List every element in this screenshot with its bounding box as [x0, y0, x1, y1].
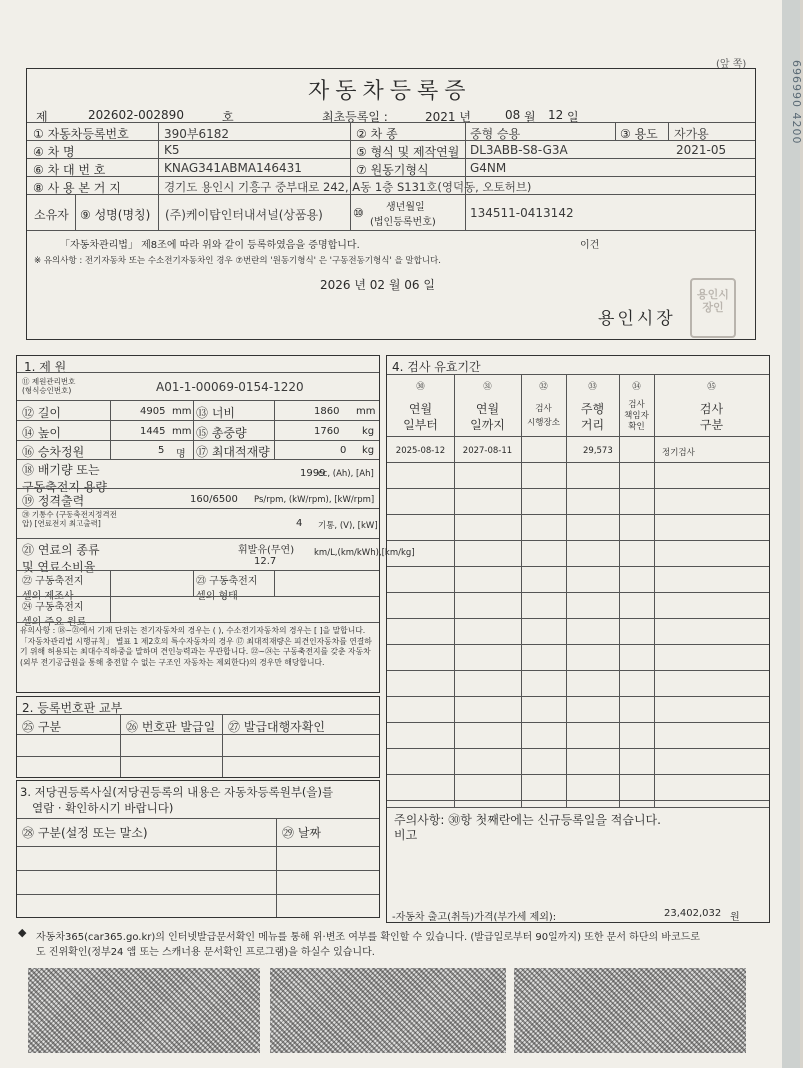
insp-h3-num: ㉜: [539, 382, 548, 392]
owner-name: (주)케이탑인터내셔널(상품용): [165, 208, 323, 222]
power-unit: Ps/rpm, (kW/rpm), [kW/rpm]: [254, 495, 375, 505]
use-value: 자가용: [674, 127, 709, 141]
address: 경기도 용인시 기흥구 중부대로 242, A동 1층 S131호(영덕동, 오토허브): [164, 180, 532, 194]
cert-no-label: 제: [36, 110, 48, 124]
verification-barcode-2: [270, 968, 506, 1053]
address-label: ⑧ 사 용 본 거 지: [33, 181, 121, 195]
fuel-type: 휘발유(무연): [238, 545, 295, 556]
first-reg-year: 2021 년: [425, 110, 471, 124]
day-label: 일: [567, 110, 579, 124]
inspection-row-line: [387, 618, 769, 619]
weight-label: ⑮ 총중량: [196, 426, 247, 440]
owner-label: 소유자: [34, 208, 69, 222]
plate-col-agent: ㉗ 발급대행자확인: [228, 720, 325, 734]
verification-barcode-3: [514, 968, 746, 1053]
price-label: -자동차 출고(취득)가격(부가세 제외):: [392, 912, 557, 923]
length-unit: mm: [172, 406, 192, 417]
cell-material-label: ㉔ 구동축전지 셀의 주요 원료: [22, 602, 87, 628]
seats-label: ⑯ 승차정원: [22, 445, 85, 459]
insp-h3-a: 검사: [535, 404, 552, 414]
insp-h5-num: ㉞: [632, 382, 641, 392]
inspection-row-line: [387, 488, 769, 489]
lien-col-kind: ㉘ 구분(설정 또는 말소): [22, 826, 148, 840]
inspection-row-line: [387, 670, 769, 671]
inspection-box: [386, 355, 770, 923]
insp-h2-b: 일까지: [470, 418, 505, 432]
footer-line-2: 도 진위확인(정부24 앱 또는 스캐너용 문서확인 프로그램)을 하실수 있습니다.: [36, 947, 375, 958]
seats-unit: 명: [176, 449, 186, 460]
inspection-row-line: [387, 800, 769, 801]
footer-line-1: 자동차365(car365.go.kr)의 인터넷발급문서확인 메뉴를 통해 위·변조 여부를 확인할 수 있습니다. (발급일로부터 90일까지) 또한 문서 하단의 바코드로: [36, 932, 700, 943]
insp-h6-b: 구분: [699, 418, 724, 432]
inspection-row-line: [387, 644, 769, 645]
height: 1445: [140, 426, 166, 437]
corp-no: 134511-0413142: [470, 206, 574, 220]
car-name: K5: [164, 143, 180, 157]
background-page-edge: [782, 0, 800, 1068]
price-unit: 원: [730, 912, 740, 923]
corp-no-label: (법인등록번호): [370, 217, 436, 228]
spec-notice: 유의사항 : ⑱~㉑에서 기재 단위는 전기자동차의 경우는 ( ), 수소전기자동차의 경우는 [ ]을 말합니다. 「자동차관리법 시행규칙」 별표 1 제2호의 특수자동차의 경우 ⑰ 최대적재량은 피견인자동차를 연결하기 위해 허용되는 최대수직하중을 말하며 견인능력과는 무관합니다. ㉒~㉔는 구동축전지를 갖춘 자동차(외부 전기공급원을 통해 충전할 수 없는 구조인 자동차는 제외한다)의 경우만 해당합니다.: [20, 626, 372, 667]
model-label: ⑤ 형식 및 제작연월: [356, 145, 460, 159]
length: 4905: [140, 406, 166, 417]
footer-bullet: ◆: [18, 926, 27, 939]
displacement: 1999: [300, 468, 326, 479]
load-unit: kg: [362, 445, 375, 456]
certify-right: 이건: [580, 240, 600, 251]
plate-col-kind: ㉕ 구분: [22, 720, 61, 734]
first-reg-label: 최초등록일 :: [322, 110, 388, 124]
cylinders: 4: [296, 518, 303, 529]
first-reg-month: 08: [505, 108, 521, 122]
rated-power: 160/6500: [190, 494, 238, 505]
inspection-row-line: [387, 540, 769, 541]
inspection-row-line: [387, 722, 769, 723]
cell-shape-label: ㉓ 구동축전지 셀의 형태: [196, 576, 258, 602]
engine-label: ⑦ 원동기형식: [356, 163, 429, 177]
notice-text: ※ 유의사항 : 전기자동차 또는 수소전기자동차인 경우 ⑦번란의 '원동기형식' 은 '구동전동기형식' 을 말합니다.: [34, 256, 441, 266]
seats: 5: [158, 445, 165, 456]
height-unit: mm: [172, 426, 192, 437]
insp-h1-num: ㉚: [416, 382, 425, 392]
insp-h4-a: 주행: [580, 402, 605, 416]
inspection-row-line: [387, 514, 769, 515]
document-title: 자동차등록증: [308, 79, 472, 104]
engine-type: G4NM: [470, 161, 507, 175]
car-name-label: ④ 차 명: [33, 145, 75, 159]
insp-h2-num: ㉛: [483, 382, 492, 392]
plate-col-date: ㉖ 번호판 발급일: [126, 720, 216, 734]
insp-h1-a: 연월: [408, 402, 433, 416]
insp-kind: 정기검사: [662, 448, 695, 458]
lien-section-title-1: 3. 저당권등록사실(저당권등록의 내용은 자동차등록원부(을)를: [20, 785, 334, 799]
inspection-row-line: [387, 436, 769, 437]
vin: KNAG341ABMA146431: [164, 161, 302, 175]
max-load-label: ⑰ 최대적재량: [196, 445, 270, 459]
insp-to: 2027-08-11: [462, 446, 513, 456]
official-seal: 용인시장인: [690, 278, 736, 338]
inspection-row-line: [387, 748, 769, 749]
edge-text: 696990 4200: [790, 60, 803, 145]
inspection-section-title: 4. 검사 유효기간: [392, 360, 481, 374]
inspection-row-line: [387, 462, 769, 463]
insp-h3-b: 시행장소: [527, 418, 560, 428]
use-label: ③ 용도: [620, 127, 658, 141]
cert-no: 202602-002890: [88, 108, 184, 122]
remarks-label: 비고: [394, 828, 418, 842]
cylinder-label: ⑳ 기통수 (구동축전지정격전압) [연료전지 최고출력]: [22, 510, 117, 528]
width-label: ⑬ 너비: [196, 406, 235, 420]
weight-unit: kg: [362, 426, 375, 437]
mgmt-no-label: ⑪ 제원관리번호 (형식승인번호): [22, 377, 76, 395]
model-code: DL3ABB-S8-G3A: [470, 143, 568, 157]
gross-weight: 1760: [314, 426, 340, 437]
plate-section-title: 2. 등록번호판 교부: [22, 701, 123, 715]
insp-h4-b: 거리: [580, 418, 605, 432]
vehicle-type-label: ② 차 종: [356, 127, 398, 141]
length-label: ⑫ 길이: [22, 406, 61, 420]
displacement-unit: cc, (Ah), [Ah]: [318, 469, 374, 479]
max-load: 0: [340, 445, 347, 456]
certify-text: 「자동차관리법」 제8조에 따라 위와 같이 등록하였음을 증명합니다.: [60, 240, 360, 251]
cell-maker-label: ㉒ 구동축전지 셀의 제조사: [22, 576, 84, 602]
issue-date: 2026 년 02 월 06 일: [320, 278, 435, 292]
spec-section-title: 1. 제 원: [24, 360, 67, 374]
insp-h6-num: ㉟: [707, 382, 716, 392]
vin-label: ⑥ 차 대 번 호: [33, 163, 106, 177]
mgmt-no: A01-1-00069-0154-1220: [156, 380, 304, 394]
insp-h6-a: 검사: [699, 402, 724, 416]
insp-h5-c: 확인: [628, 422, 645, 432]
birth-label: 생년월일: [386, 202, 425, 213]
inspection-row-line: [387, 774, 769, 775]
insp-h1-b: 일부터: [403, 418, 438, 432]
displacement-label: ⑱ 배기량 또는 구동축전지 용량: [22, 463, 107, 494]
reg-no-label: ① 자동차등록번호: [33, 127, 129, 141]
power-label: ⑲ 정격출력: [22, 494, 85, 508]
insp-notice: 주의사항: ㉚항 첫째란에는 신규등록일을 적습니다.: [394, 813, 661, 827]
verification-barcode-1: [28, 968, 260, 1053]
width: 1860: [314, 406, 340, 417]
cert-no-suffix: 호: [222, 110, 234, 124]
fuel-label: ㉑ 연료의 종류 및 연료소비율: [22, 543, 100, 574]
birth-circle: ⑩: [353, 206, 364, 220]
reg-no: 390부6182: [164, 127, 230, 141]
inspection-row-line: [387, 696, 769, 697]
fuel-efficiency: 12.7: [254, 556, 277, 567]
lien-section-title-2: 열람 · 확인하시기 바랍니다): [32, 801, 174, 815]
issuer: 용인시장: [598, 309, 676, 329]
front-side-mark: (앞 쪽): [716, 59, 747, 70]
owner-name-label: ⑨ 성명(명칭): [80, 208, 151, 222]
width-unit: mm: [356, 406, 376, 417]
inspection-row-line: [387, 566, 769, 567]
month-label: 월: [524, 110, 536, 124]
cylinder-unit: 기통, (V), [kW]: [318, 521, 378, 531]
price-value: 23,402,032: [664, 908, 722, 919]
lien-col-date: ㉙ 날짜: [282, 826, 321, 840]
first-reg-day: 12: [548, 108, 564, 122]
insp-h5-a: 검사: [628, 400, 645, 410]
model-date: 2021-05: [676, 143, 727, 157]
insp-h4-num: ㉝: [588, 382, 597, 392]
insp-mileage: 29,573: [583, 446, 613, 456]
insp-h5-b: 책임자: [624, 411, 649, 421]
insp-from: 2025-08-12: [395, 446, 446, 456]
insp-h2-a: 연월: [475, 402, 500, 416]
inspection-row-line: [387, 592, 769, 593]
vehicle-type: 중형 승용: [470, 127, 521, 141]
height-label: ⑭ 높이: [22, 426, 61, 440]
fuel-unit: km/L,(km/kWh),[km/kg]: [314, 548, 415, 558]
